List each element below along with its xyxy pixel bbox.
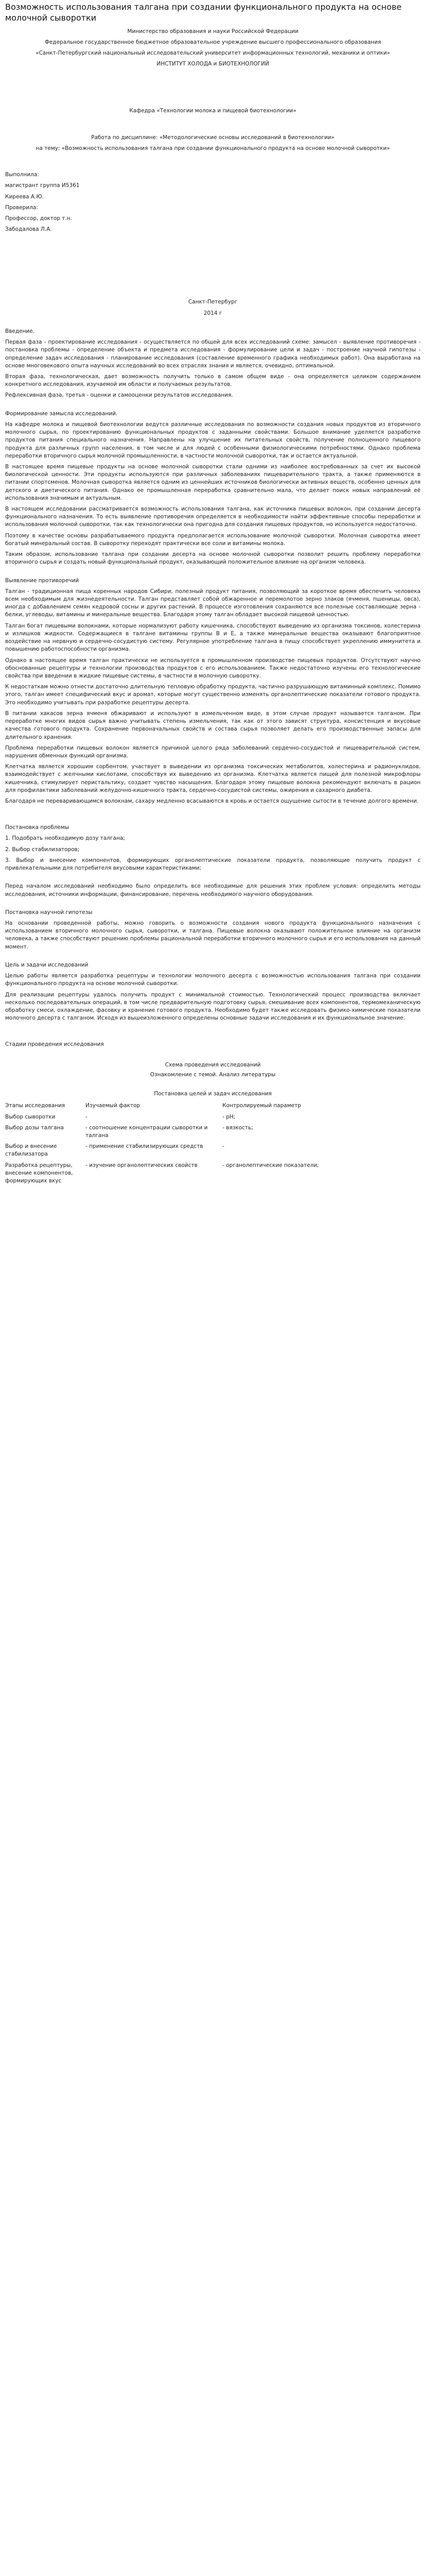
- table-row: [5, 1123, 324, 1142]
- scheme-step: Ознакомление с темой. Анализ литературы: [150, 1071, 276, 1078]
- section-heading: Введение.: [5, 328, 35, 334]
- institution-header: [5, 28, 421, 69]
- cell-factor: - соотношение концентрации сыворотки и талгана: [85, 1124, 208, 1139]
- concept-section: [5, 410, 421, 567]
- stages-section: [5, 1041, 421, 1187]
- author-line: Забодалова Л.А.: [5, 226, 52, 233]
- university-name-line: «Санкт-Петербургский национальный исследовательский университет информационных технологий, механики и оптики»: [36, 50, 390, 57]
- cell-factor: - изучение органолептических свойств: [85, 1162, 198, 1168]
- paragraph: Целью работы является разработка рецептуры и технологии молочного десерта с возможностью использования талгана при создании функционального продукта на основе молочной сыворотки.: [5, 973, 421, 987]
- table-row: [5, 1112, 324, 1123]
- header-param: Контролируемый параметр: [222, 1103, 301, 1109]
- cell-factor: - применение стабилизирующих средств: [85, 1143, 203, 1150]
- header-factor: Изучаемый фактор: [85, 1103, 141, 1109]
- paragraph: В питании хакасов зерна ячменя обжаривают и используют в измельченном виде, в этом случае продукт называется талганом. При переработке многих видов сырья важно учитывать степень измельчения, так как от этого зависят структура, консистенция и вкусовые качества готового продукта. Сохранение первоначальных свойств и состава сырья позволяет делать его производственные запасы для длительного хранения.: [5, 710, 421, 740]
- authors-block: [5, 171, 421, 233]
- header-stage: Этапы исследования: [5, 1103, 65, 1109]
- paragraph: На основании проведенной работы, можно говорить о возможности создания нового продукта функционального назначения с использованием вторичного молочного сырья, сыворотки, и талгана. Пищевые волокна оказывают положительное влияние на организм человека, а также способствуют решению проблемы рациональной переработки вторичного молочного сырья и его использования на данный момент.: [5, 920, 421, 950]
- paragraph: Перед началом исследований необходимо было определить все необходимые для решения этих проблем условия: определить методы исследования, источники информации, финансирование, перечень необходимого научного оборудования.: [5, 883, 421, 897]
- ministry-line: Министерство образования и науки Российской Федерации: [127, 28, 299, 35]
- paragraph: Для реализации рецептуры удалось получить продукт с минимальной стоимостью. Технологический процесс производства включает несколько последовательных операций, в том числе предварительную подготовку сырья, смешивание всех компонентов, термомеханическую обработку смеси, охлаждение, фасовку и хранение готового продукта. Необходимо будет также исследовать физико-химические показатели молочного десерта с талганом. Исходя из вышеизложенного определены основные задачи исследования и их функциональное значение.: [5, 991, 421, 1022]
- table-row: [5, 1161, 324, 1188]
- paragraph: Вторая фаза, технологическая, дает возможность получить только в самом общем виде - она определяется целиком содержанием конкретного исследования, изучаемой им области и получаемых результатов.: [5, 373, 421, 388]
- document-page: [0, 0, 426, 1208]
- paragraph: В настоящее время пищевые продукты на основе молочной сыворотки стали одними из наиболее востребованных за счет их высокой биологической ценности. Эти продукты используются при различных заболеваниях пищеварительного тракта, а также применяются в питании спортсменов. Молочная сыворотка является одним из ценнейших источников биологически активных веществ, особенно ценных для детского и диетического питания. Однако ее промышленная переработка сравнительно мала, что делает поиск новых направлений её использования значимым и актуальным.: [5, 463, 421, 501]
- section-heading: Постановка научной гипотезы: [5, 909, 93, 916]
- work-type: Работа по дисциплине: «Методологические основы исследований в биотехнологии»: [91, 134, 335, 141]
- cell-param: - pH;: [222, 1113, 236, 1120]
- paragraph: Талган богат пищевыми волокнами, которые нормализуют работу кишечника, способствуют выведению из организма токсинов, холестерина и излишков жидкости. Содержащиеся в талгане витамины группы В и Е, а также минеральные вещества оказывают благоприятное воздействие на нервную и сердечно-сосудистую систему. Регулярное употребление талгана в пищу способствует укреплению иммунитета и повышению работоспособности организма.: [5, 622, 421, 653]
- paragraph: Поэтому в качестве основы разрабатываемого продукта предполагается использование молочной сыворотки. Молочная сыворотка имеет богатый минеральный состав. В сыворотку переходят практически все соли и витамины молока.: [5, 532, 421, 547]
- hypothesis-section: [5, 909, 421, 951]
- cell-param: -: [222, 1143, 224, 1150]
- department-line: Кафедра «Технологии молока и пищевой биотехнологии»: [129, 108, 297, 114]
- paragraph: Однако в настоящее время талган практически не используется в промышленном производстве пищевых продуктов. Отсутствуют научно обоснованные рецептуры и технологии производства продуктов с его использованием. Также недостаточно изучены его технологические свойства при введении в жидкие пищевые системы, в частности в молочную сыворотку.: [5, 657, 421, 679]
- problem-item: 3. Выбор и внесение компонентов, формирующих органолептические показатели продукта, позволяющие получить продукт с привлекательными для потребителя вкусовыми характеристиками;: [5, 857, 421, 872]
- city: Санкт-Петербург: [188, 299, 238, 306]
- document-title: Возможность использования талгана при создании функционального продукта на основе молочной сыворотки: [5, 2, 402, 23]
- table-header-row: [5, 1101, 324, 1112]
- stages-table: [5, 1101, 324, 1187]
- problem-item: 1. Подобрать необходимую дозу талгана;: [5, 835, 125, 842]
- work-description: [5, 134, 421, 152]
- intro-section: [5, 328, 421, 400]
- institute-line: ИНСТИТУТ ХОЛОДА и БИОТЕХНОЛОГИЙ: [156, 61, 269, 67]
- paragraph: В настоящем исследовании рассматривается возможность использования талгана, как источника пищевых волокон, при создании десерта функционального назначения. То есть выявление противоречия определяется в необходимости найти эффективные способы переработки и использования молочной сыворотки, так как технологически она пригодна для создания пищевых продуктов, но используется недостаточно.: [5, 506, 421, 528]
- author-line: Профессор, доктор т.н.: [5, 215, 72, 222]
- paragraph: Благодаря не переваривающимся волокнам, сахару медленно всасываются в кровь и остается ощущение сытости в течение долгого времени.: [5, 798, 419, 805]
- paragraph: Проблема переработки пищевых волокон является причиной целого ряда заболеваний сердечно-сосудистой и пищеварительной систем, нарушения обменных функций организма.: [5, 744, 421, 759]
- year: 2014 г: [203, 310, 222, 316]
- scheme-step: Постановка целей и задач исследования: [154, 1091, 272, 1097]
- author-line: Выполнила:: [5, 172, 39, 178]
- table-row: [5, 1142, 324, 1160]
- cell-stage: Выбор и внесение стабилизатора: [5, 1143, 57, 1158]
- paragraph: Первая фаза - проектирование исследования - осуществляется по общей для всех исследований схеме: замысел - выявление противоречия - постановка проблемы - определение объекта и предмета исследования - формулирование цели и задач - построение научной гипотезы - определение задач исследования - планирование исследования (составление временного графика необходимых работ). Она выработана на основе многовекового опыта научных исследований во всех отраслях знания и является, очевидно, оптимальной.: [5, 339, 421, 369]
- section-heading: Постановка проблемы: [5, 824, 69, 831]
- institution-type-line: Федеральное государственное бюджетное образовательное учреждение высшего профессионального образования: [44, 39, 381, 45]
- work-topic: на тему: «Возможность использования талгана при создании функционального продукта на основе молочной сыворотки»: [36, 145, 390, 151]
- cell-param: - вязкость;: [222, 1124, 253, 1131]
- author-line: Проверила:: [5, 204, 38, 211]
- paragraph: Таким образом, использование талгана при создании десерта на основе молочной сыворотки позволит решить проблему переработки вторичного сырья и создать новый функциональный продукт, оказывающий положительное влияние на организм человека.: [5, 551, 421, 566]
- goals-section: [5, 961, 421, 1023]
- problem-item: 2. Выбор стабилизаторов;: [5, 846, 80, 853]
- city-year-block: [5, 298, 421, 317]
- author-line: Киреева А.Ю.: [5, 193, 44, 200]
- scheme-title: Схема проведения исследований: [165, 1061, 261, 1068]
- contradiction-section: [5, 577, 421, 806]
- section-heading: Формирование замысла исследований.: [5, 410, 118, 417]
- paragraph: К недостаткам можно отнести достаточно длительную тепловую обработку продукта, частично разрушающую витаминный комплекс. Помимо этого, талган имеет специфический вкус и аромат, которые могут существенно изменять органолептические показатели готового продукта. Это необходимо учитывать при разработке рецептуры десерта.: [5, 684, 421, 706]
- cell-param: - органолептические показатели;: [222, 1162, 319, 1168]
- section-heading: Стадии проведения исследования: [5, 1041, 104, 1048]
- paragraph: Клетчатка является хорошим сорбентом, участвует в выведении из организма токсических метаболитов, холестерина и радионуклидов, взаимодействует с желчными кислотами, способствуя их выведению из организма. Клетчатка является пищей для полезной микрофлоры кишечника, стимулирует перистальтику, создает чувство насыщения. Благодаря этому пищевые волокна рекомендуют включать в рацион для профилактики заболеваний желудочно-кишечного тракта, сердечно-сосудистой системы, ожирения и сахарного диабета.: [5, 764, 421, 793]
- paragraph: На кафедре молока и пищевой биотехнологии ведутся различные исследования по возможности создания новых продуктов из вторичного молочного сырья, по проектированию функциональных продуктов с заданными свойствами. Большое внимание уделяется разработке продуктов питания специального назначения. Направлены на улучшение их питательных свойств, получение полноценного пищевого продукта для различных групп населения, в том числе и для людей с особенными физиологическими потребностями. Однако проблема переработки вторичного сырья молочной промышленности, в частности молочной сыворотки, так и остается актуальной.: [5, 421, 421, 459]
- section-heading: Цель и задачи исследований: [5, 961, 89, 968]
- paragraph: Рефлексивная фаза, третья - оценки и самооценки результатов исследования.: [5, 392, 233, 399]
- paragraph: Талган - традиционная пища коренных народов Сибири, полезный продукт питания, позволяющий за короткое время обеспечить человека всем необходимым для жизнедеятельности. Талган представляет собой обжаренное и перемолотое зерно злаков (ячменя, пшеницы, овса), иногда с добавлением семян кедровой сосны и других растений. В процессе изготовления сохраняются все полезные составляющие зерна - белки, углеводы, витамины и минеральные вещества. Благодаря этому талган обладает высокой пищевой ценностью.: [5, 588, 421, 618]
- problem-section: [5, 824, 421, 899]
- cell-stage: Выбор дозы талгана: [5, 1124, 64, 1131]
- author-line: магистрант группа И5361: [5, 182, 80, 189]
- cell-stage: Выбор сыворотки: [5, 1113, 56, 1120]
- section-heading: Выявление противоречий: [5, 577, 79, 584]
- cell-factor: -: [85, 1113, 88, 1120]
- cell-stage: Разработка рецептуры, внесение компонентов, формирующих вкус: [5, 1162, 73, 1184]
